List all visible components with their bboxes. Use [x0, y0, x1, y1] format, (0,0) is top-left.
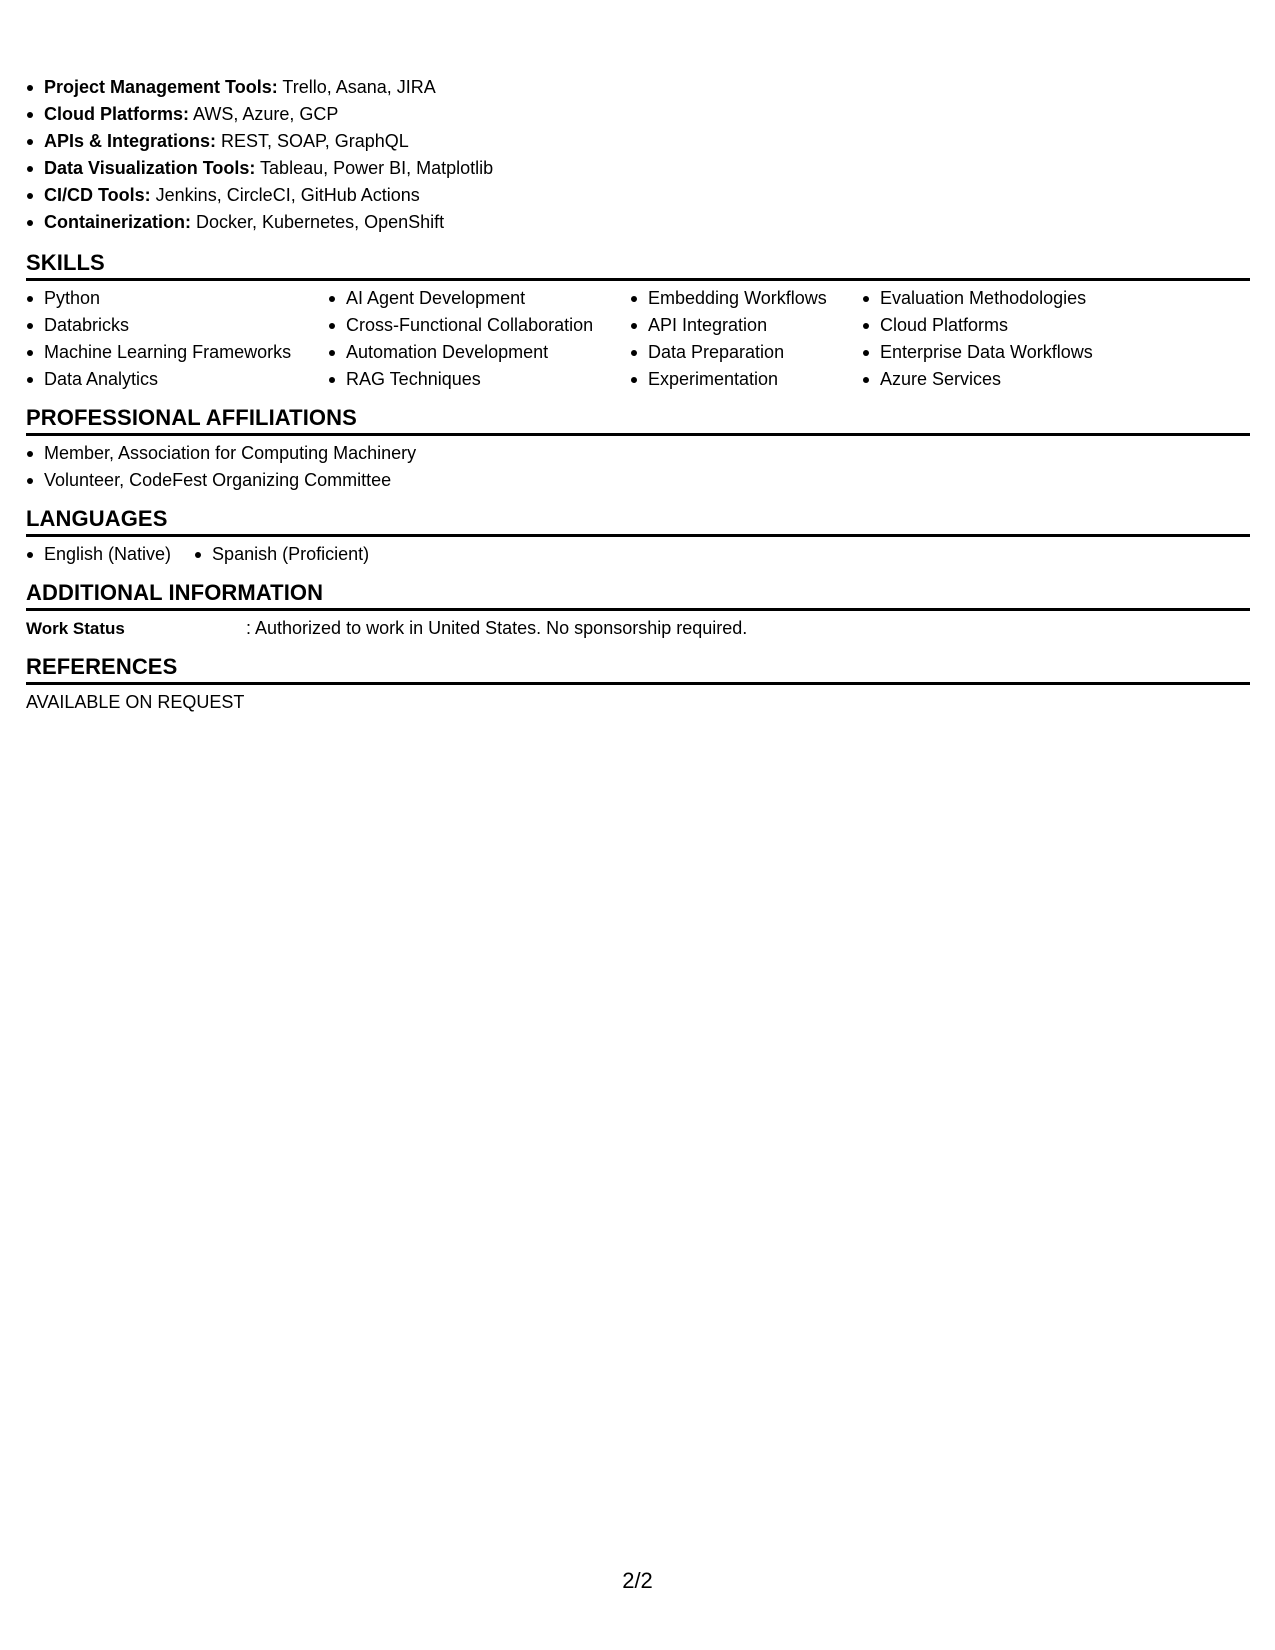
tools-item [26, 155, 1250, 182]
tools-item-value: Tableau, Power BI, Matplotlib [255, 158, 494, 178]
tools-item-label: Cloud Platforms: [44, 104, 190, 124]
tools-item-value: REST, SOAP, GraphQL [216, 131, 409, 151]
skill-item: Enterprise Data Workflows [862, 339, 1093, 366]
tools-item-value: Docker, Kubernetes, OpenShift [191, 212, 445, 232]
references-text: AVAILABLE ON REQUEST [26, 692, 245, 712]
skills-column [630, 285, 827, 393]
tools-item-value: Jenkins, CircleCI, GitHub Actions [150, 185, 420, 205]
languages-list [26, 541, 1250, 568]
skill-item: Automation Development [328, 339, 593, 366]
tools-item-value: AWS, Azure, GCP [189, 104, 339, 124]
section-divider [26, 608, 1250, 611]
skills-grid [26, 285, 1250, 393]
skill-item: Evaluation Methodologies [862, 285, 1093, 312]
section-divider [26, 534, 1250, 537]
tools-item [26, 74, 1250, 101]
language-item: Spanish (Proficient) [194, 541, 369, 568]
skills-heading: SKILLS [26, 250, 105, 275]
tools-item [26, 182, 1250, 209]
tools-item-label: Data Visualization Tools: [44, 158, 256, 178]
work-status-label: Work Status [26, 619, 125, 638]
skill-item: Databricks [26, 312, 291, 339]
section-divider [26, 278, 1250, 281]
skill-item: API Integration [630, 312, 827, 339]
resume-page [26, 74, 1250, 716]
work-status-row [26, 615, 1250, 642]
skill-item: Data Analytics [26, 366, 291, 393]
skill-item: Data Preparation [630, 339, 827, 366]
skills-column [26, 285, 291, 393]
skill-item: RAG Techniques [328, 366, 593, 393]
skill-item: AI Agent Development [328, 285, 593, 312]
tools-item [26, 128, 1250, 155]
language-item: English (Native) [26, 541, 171, 568]
tools-item-label: Project Management Tools: [44, 77, 278, 97]
references-heading: REFERENCES [26, 654, 178, 679]
skills-column [328, 285, 593, 393]
section-divider [26, 433, 1250, 436]
skill-item: Machine Learning Frameworks [26, 339, 291, 366]
tools-item-label: CI/CD Tools: [44, 185, 151, 205]
section-divider [26, 682, 1250, 685]
affiliation-item: Volunteer, CodeFest Organizing Committee [26, 467, 1250, 494]
skill-item: Experimentation [630, 366, 827, 393]
tools-item-label: Containerization: [44, 212, 191, 232]
skill-item: Python [26, 285, 291, 312]
skill-item: Azure Services [862, 366, 1093, 393]
additional-info-heading: ADDITIONAL INFORMATION [26, 580, 324, 605]
affiliations-heading: PROFESSIONAL AFFILIATIONS [26, 405, 357, 430]
work-status-value: : Authorized to work in United States. No sponsorship required. [246, 618, 748, 638]
skill-item: Cloud Platforms [862, 312, 1093, 339]
affiliation-item: Member, Association for Computing Machinery [26, 440, 1250, 467]
affiliations-list [26, 440, 1250, 494]
tools-item [26, 209, 1250, 236]
tools-item-label: APIs & Integrations: [44, 131, 217, 151]
page-number: 2/2 [622, 1568, 653, 1593]
tools-list [26, 74, 1250, 236]
skill-item: Embedding Workflows [630, 285, 827, 312]
languages-heading: LANGUAGES [26, 506, 168, 531]
tools-item-value: Trello, Asana, JIRA [277, 77, 436, 97]
skill-item: Cross-Functional Collaboration [328, 312, 593, 339]
skills-column [862, 285, 1093, 393]
tools-item [26, 101, 1250, 128]
